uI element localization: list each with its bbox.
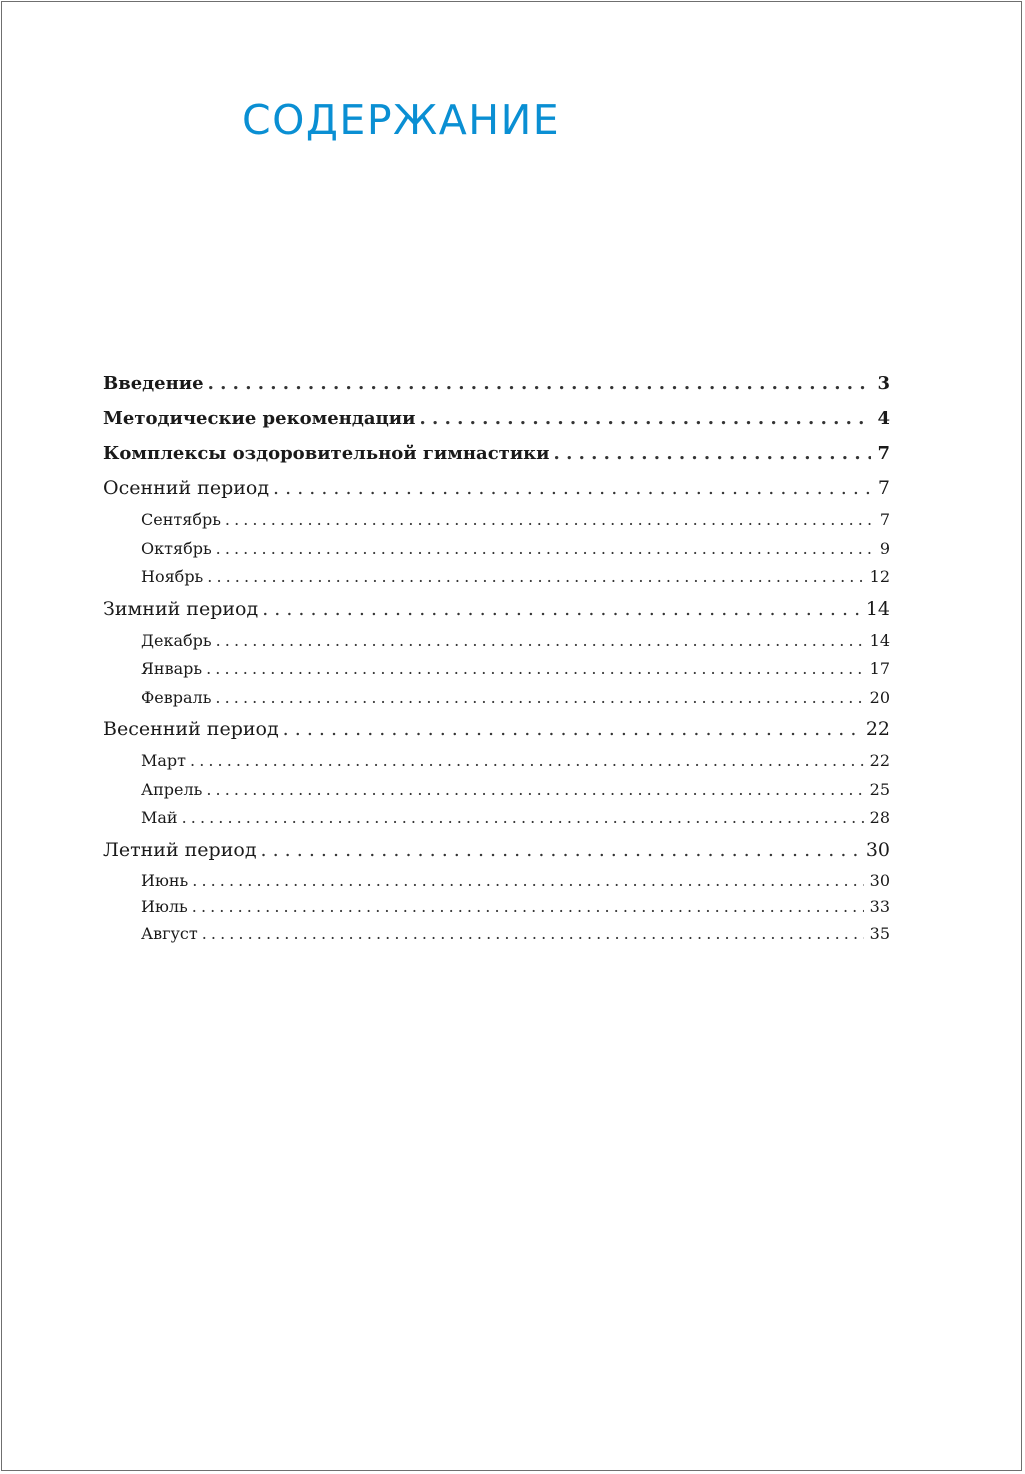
dot-leader bbox=[283, 712, 860, 747]
toc-entry-october[interactable] bbox=[103, 535, 890, 564]
toc-entry-label: Август bbox=[141, 923, 198, 943]
toc-entry-january[interactable] bbox=[103, 655, 890, 684]
dot-leader bbox=[420, 401, 872, 436]
toc-page-number: 22 bbox=[865, 718, 890, 740]
toc-page-number: 30 bbox=[865, 838, 890, 861]
toc-entry-may[interactable] bbox=[103, 804, 890, 833]
dot-leader bbox=[273, 471, 872, 506]
toc-entry-label: Весенний период bbox=[103, 718, 279, 740]
dot-leader bbox=[182, 804, 864, 833]
toc-page-number: 14 bbox=[869, 630, 890, 650]
dot-leader bbox=[206, 655, 864, 684]
toc-page-number: 25 bbox=[869, 779, 890, 799]
toc-entry-july[interactable] bbox=[103, 894, 890, 921]
toc-entry-label: Февраль bbox=[141, 687, 212, 707]
toc-entry-label: Ноябрь bbox=[141, 567, 204, 586]
toc-entry-august[interactable] bbox=[103, 921, 890, 948]
dot-leader bbox=[208, 366, 872, 401]
toc-entry-november[interactable] bbox=[103, 563, 890, 592]
dot-leader bbox=[261, 833, 860, 868]
toc-entry-label: Апрель bbox=[141, 779, 203, 799]
dot-leader bbox=[215, 684, 863, 713]
toc-entry-label: Зимний период bbox=[103, 597, 259, 620]
toc-page-number: 9 bbox=[879, 538, 890, 558]
toc-entry-june[interactable] bbox=[103, 868, 890, 895]
dot-leader bbox=[192, 868, 863, 895]
toc-entry-march[interactable] bbox=[103, 747, 890, 776]
toc-entry-method[interactable] bbox=[103, 401, 890, 436]
toc-entry-label: Декабрь bbox=[141, 630, 212, 650]
table-of-contents bbox=[103, 366, 890, 947]
dot-leader bbox=[216, 627, 864, 656]
dot-leader bbox=[190, 747, 864, 776]
dot-leader bbox=[192, 894, 864, 921]
dot-leader bbox=[207, 563, 863, 592]
toc-entry-autumn[interactable] bbox=[103, 471, 890, 506]
toc-entry-intro[interactable] bbox=[103, 366, 890, 401]
toc-page-number: 14 bbox=[865, 597, 890, 620]
dot-leader bbox=[554, 436, 872, 471]
toc-entry-label: Комплексы оздоровительной гимнастики bbox=[103, 443, 550, 464]
toc-entry-february[interactable] bbox=[103, 684, 890, 713]
toc-page-number: 22 bbox=[869, 751, 890, 770]
toc-entry-label: Июль bbox=[141, 897, 188, 916]
dot-leader bbox=[202, 921, 864, 948]
toc-entry-complexes[interactable] bbox=[103, 436, 890, 471]
toc-page-number: 12 bbox=[869, 567, 890, 586]
page-title: СОДЕРЖАНИЕ bbox=[242, 96, 561, 144]
dot-leader bbox=[206, 776, 863, 805]
toc-page-number: 30 bbox=[869, 870, 890, 890]
toc-entry-label: Методические рекомендации bbox=[103, 408, 416, 429]
toc-page-number: 3 bbox=[877, 373, 890, 394]
toc-entry-label: Июнь bbox=[141, 870, 189, 890]
toc-entry-label: Сентябрь bbox=[141, 510, 221, 529]
toc-page-number: 7 bbox=[877, 477, 890, 499]
dot-leader bbox=[225, 506, 874, 535]
toc-page-number: 33 bbox=[869, 897, 890, 916]
toc-entry-september[interactable] bbox=[103, 506, 890, 535]
toc-page-number: 28 bbox=[869, 808, 890, 827]
toc-page-number: 7 bbox=[879, 510, 890, 529]
toc-entry-december[interactable] bbox=[103, 627, 890, 656]
toc-entry-label: Октябрь bbox=[141, 538, 212, 558]
toc-entry-label: Май bbox=[141, 808, 178, 827]
toc-entry-label: Январь bbox=[141, 659, 203, 678]
toc-page-number: 17 bbox=[869, 659, 890, 678]
toc-entry-summer[interactable] bbox=[103, 833, 890, 868]
toc-entry-april[interactable] bbox=[103, 776, 890, 805]
toc-entry-label: Летний период bbox=[103, 838, 257, 861]
toc-entry-spring[interactable] bbox=[103, 712, 890, 747]
toc-page-number: 4 bbox=[877, 408, 890, 429]
dot-leader bbox=[216, 535, 874, 564]
toc-entry-label: Введение bbox=[103, 373, 204, 394]
toc-page-number: 35 bbox=[869, 923, 890, 943]
toc-entry-winter[interactable] bbox=[103, 592, 890, 627]
toc-page-number: 7 bbox=[877, 443, 890, 464]
toc-entry-label: Осенний период bbox=[103, 477, 270, 499]
toc-entry-label: Март bbox=[141, 751, 187, 770]
dot-leader bbox=[262, 592, 860, 627]
toc-page-number: 20 bbox=[869, 687, 890, 707]
